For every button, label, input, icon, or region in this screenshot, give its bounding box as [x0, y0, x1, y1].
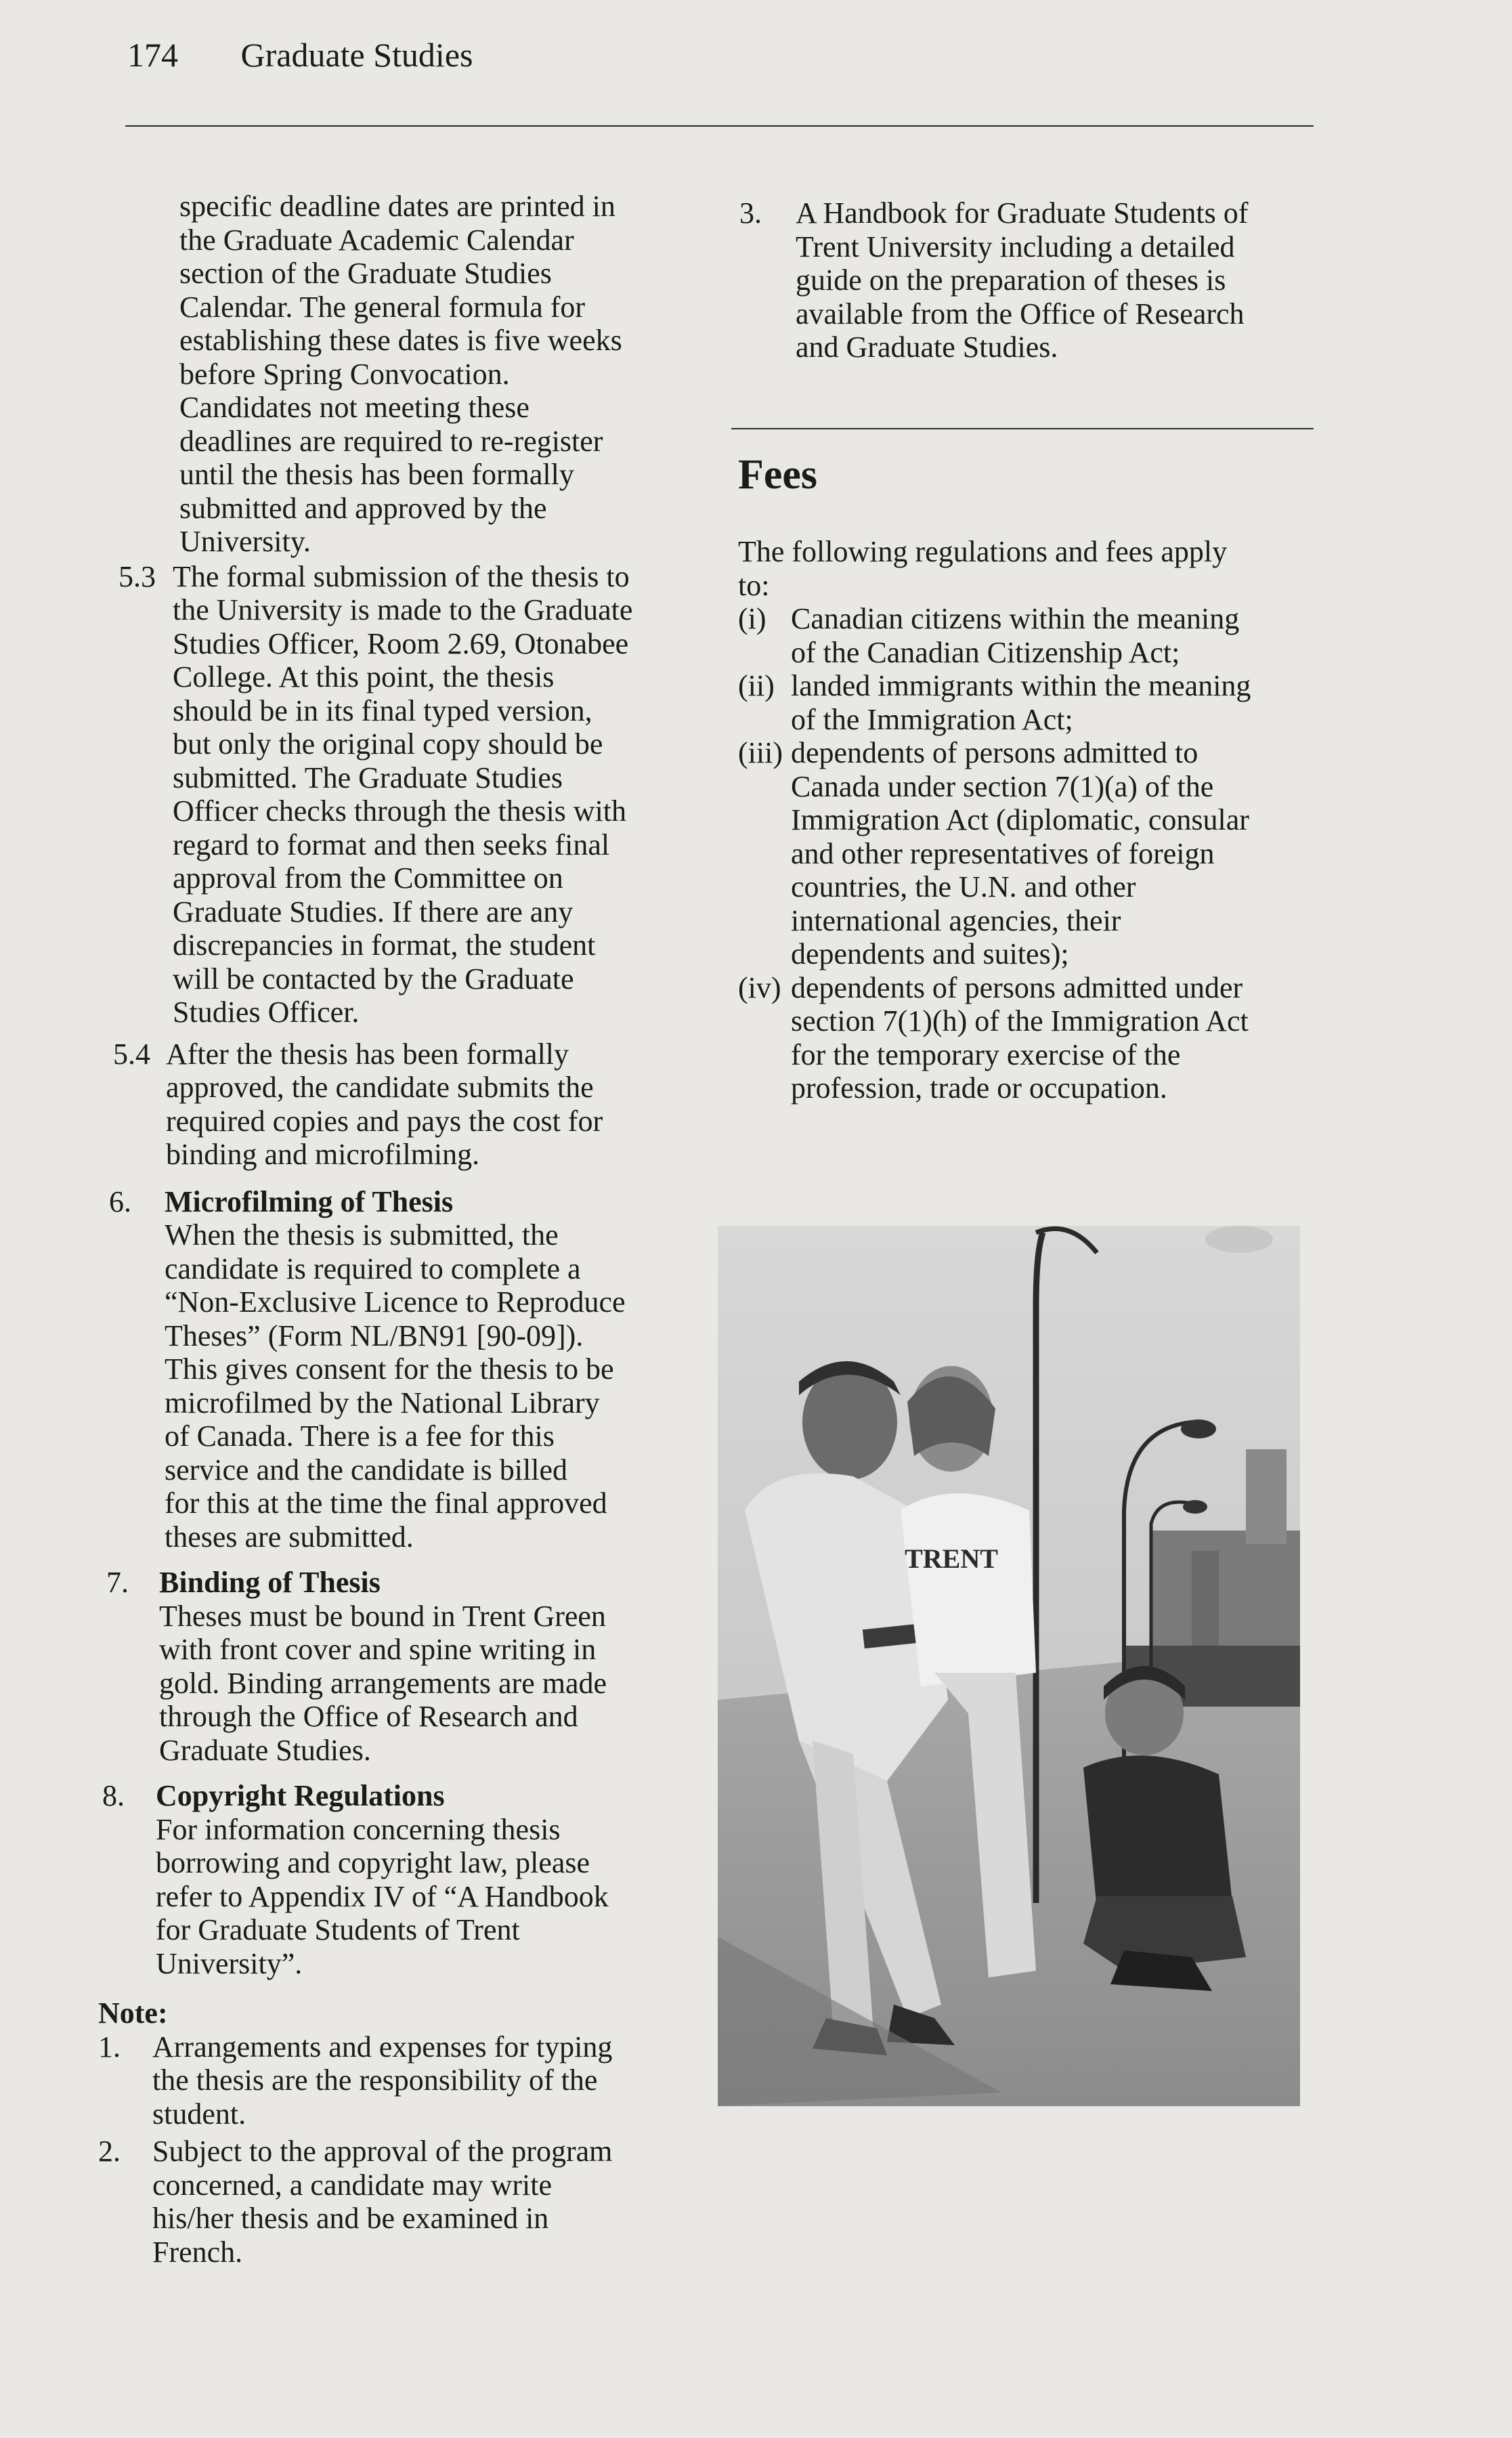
text-line: service and the candidate is billed [165, 1453, 567, 1487]
text-line: his/her thesis and be examined in [152, 2202, 549, 2235]
handbook-item [738, 196, 1320, 364]
text-line: microfilmed by the National Library [165, 1386, 600, 1419]
text-line: Canada under section 7(1)(a) of the [791, 769, 1214, 803]
text-line: discrepancies in format, the student [173, 928, 596, 962]
text-line: regard to format and then seeks final [173, 828, 610, 861]
fee-item-iv [738, 971, 1320, 1105]
text-line: available from the Office of Research [796, 297, 1245, 330]
text-line: University”. [156, 1946, 303, 1980]
section-5-3 [105, 560, 701, 1029]
fee-item-ii [738, 669, 1320, 736]
text-line: of the Canadian Citizenship Act; [791, 635, 1180, 669]
text-line: Subject to the approval of the program [152, 2135, 613, 2168]
text-line: University. [179, 525, 311, 558]
text-line: Studies Officer, Room 2.69, Otonabee [173, 626, 629, 660]
text-line: gold. Binding arrangements are made [159, 1666, 607, 1700]
text-line: “Non-Exclusive Licence to Reproduce [165, 1285, 626, 1319]
text-line: through the Office of Research and [159, 1700, 578, 1733]
text-line: dependents of persons admitted to [791, 736, 1198, 769]
running-title: Graduate Studies [240, 36, 473, 74]
text-line: but only the original copy should be [173, 727, 603, 761]
section-7-binding [105, 1566, 701, 1767]
text-line: dependents and suites); [791, 937, 1069, 970]
text-line: After the thesis has been formally [166, 1037, 569, 1071]
text-line: Calendar. The general formula for [179, 290, 586, 324]
text-line: deadlines are required to re-register [179, 424, 603, 458]
text-line: the University is made to the Graduate [173, 593, 633, 626]
text-line: For information concerning thesis [156, 1812, 561, 1846]
text-line: should be in its final typed version, [173, 693, 592, 727]
text-line: approval from the Committee on [173, 861, 563, 895]
text-line: refer to Appendix IV of “A Handbook [156, 1879, 609, 1913]
section-5-4 [105, 1038, 701, 1172]
text-line: Candidates not meeting these [179, 391, 530, 424]
text-line: approved, the candidate submits the [166, 1071, 594, 1104]
left-column [98, 190, 701, 2269]
students-photo [718, 1226, 1300, 2106]
item-number: 3. [739, 196, 762, 230]
text-line: Studies Officer. [173, 996, 360, 1029]
section-number: 5.4 [113, 1037, 150, 1071]
right-column-top [738, 196, 1320, 364]
text-line: guide on the preparation of theses is [796, 263, 1226, 297]
note-title: Note: [98, 1996, 168, 2030]
fees-intro-line: The following regulations and fees apply [738, 535, 1228, 568]
text-line: Canadian citizens within the meaning [791, 602, 1240, 635]
text-line: required copies and pays the cost for [166, 1104, 603, 1138]
text-line: Trent University including a detailed [796, 230, 1235, 263]
text-line: section 7(1)(h) of the Immigration Act [791, 1004, 1249, 1038]
text-line: concerned, a candidate may write [152, 2168, 553, 2202]
text-line: When the thesis is submitted, the [165, 1218, 559, 1252]
text-line: will be contacted by the Graduate [173, 962, 574, 996]
deadline-paragraph [105, 190, 701, 559]
text-line: Graduate Studies. If there are any [173, 895, 574, 928]
page-header [127, 35, 473, 74]
text-line: of Canada. There is a fee for this [165, 1419, 555, 1453]
text-line: dependents of persons admitted under [791, 970, 1243, 1004]
text-line: and other representatives of foreign [791, 836, 1215, 870]
text-line: establishing these dates is five weeks [179, 324, 622, 357]
section-number: 7. [106, 1566, 129, 1599]
text-line: The formal submission of the thesis to [173, 559, 630, 593]
item-number: (iii) [738, 736, 783, 769]
text-line: international agencies, their [791, 903, 1121, 937]
text-line: landed immigrants within the meaning [791, 669, 1251, 702]
section-divider [731, 428, 1314, 429]
text-line: Arrangements and expenses for typing [152, 2030, 613, 2063]
text-line: of the Immigration Act; [791, 702, 1073, 736]
text-line: Theses” (Form NL/BN91 [90-09]). [165, 1319, 584, 1352]
text-line: student. [152, 2097, 246, 2131]
note-item-2 [98, 2135, 701, 2269]
text-line: Immigration Act (diplomatic, consular [791, 803, 1249, 836]
section-number: 8. [102, 1779, 125, 1812]
text-line: submitted. The Graduate Studies [173, 761, 563, 794]
text-line: until the thesis has been formally [179, 458, 574, 491]
text-line: and Graduate Studies. [796, 330, 1058, 364]
text-line: theses are submitted. [165, 1520, 414, 1554]
fees-column [738, 535, 1320, 1105]
text-line: with front cover and spine writing in [159, 1633, 597, 1666]
text-line: section of the Graduate Studies [179, 257, 552, 290]
fees-heading: Fees [738, 452, 818, 498]
text-line: borrowing and copyright law, please [156, 1846, 590, 1879]
text-line: Officer checks through the thesis with [173, 794, 627, 828]
section-heading: Microfilming of Thesis [165, 1184, 454, 1218]
fee-item-i [738, 602, 1320, 669]
text-line: countries, the U.N. and other [791, 870, 1136, 903]
section-6-microfilming [105, 1185, 701, 1554]
section-8-copyright [102, 1779, 701, 1980]
section-number: 5.3 [118, 559, 156, 593]
text-line: binding and microfilming. [166, 1138, 480, 1171]
header-rule [125, 125, 1314, 127]
text-line: profession, trade or occupation. [791, 1071, 1167, 1105]
fee-item-iii [738, 736, 1320, 971]
text-line: A Handbook for Graduate Students of [796, 196, 1249, 230]
sweatshirt-text: TRENT [905, 1543, 998, 1574]
text-line: specific deadline dates are printed in [179, 190, 615, 223]
item-number: (ii) [738, 669, 775, 702]
section-heading: Binding of Thesis [159, 1566, 381, 1599]
text-line: This gives consent for the thesis to be [165, 1352, 614, 1386]
text-line: the thesis are the responsibility of the [152, 2063, 598, 2097]
text-line: the Graduate Academic Calendar [179, 223, 574, 257]
text-line: candidate is required to complete a [165, 1252, 581, 1285]
text-line: for Graduate Students of Trent [156, 1913, 520, 1946]
note-item-1 [98, 2030, 701, 2131]
text-line: submitted and approved by the [179, 491, 547, 525]
section-number: 6. [109, 1184, 131, 1218]
text-line: French. [152, 2235, 243, 2269]
text-line: Graduate Studies. [159, 1733, 371, 1767]
text-line: Theses must be bound in Trent Green [159, 1599, 606, 1633]
note-block [98, 1996, 701, 2269]
note-number: 2. [98, 2135, 121, 2168]
item-number: (i) [738, 602, 766, 635]
text-line: for the temporary exercise of the [791, 1038, 1181, 1071]
page-number: 174 [127, 36, 178, 74]
note-number: 1. [98, 2030, 121, 2063]
text-line: College. At this point, the thesis [173, 660, 555, 693]
item-number: (iv) [738, 970, 781, 1004]
fees-intro-line: to: [738, 568, 770, 602]
section-heading: Copyright Regulations [156, 1779, 445, 1812]
text-line: for this at the time the final approved [165, 1487, 607, 1520]
text-line: before Spring Convocation. [179, 357, 510, 391]
